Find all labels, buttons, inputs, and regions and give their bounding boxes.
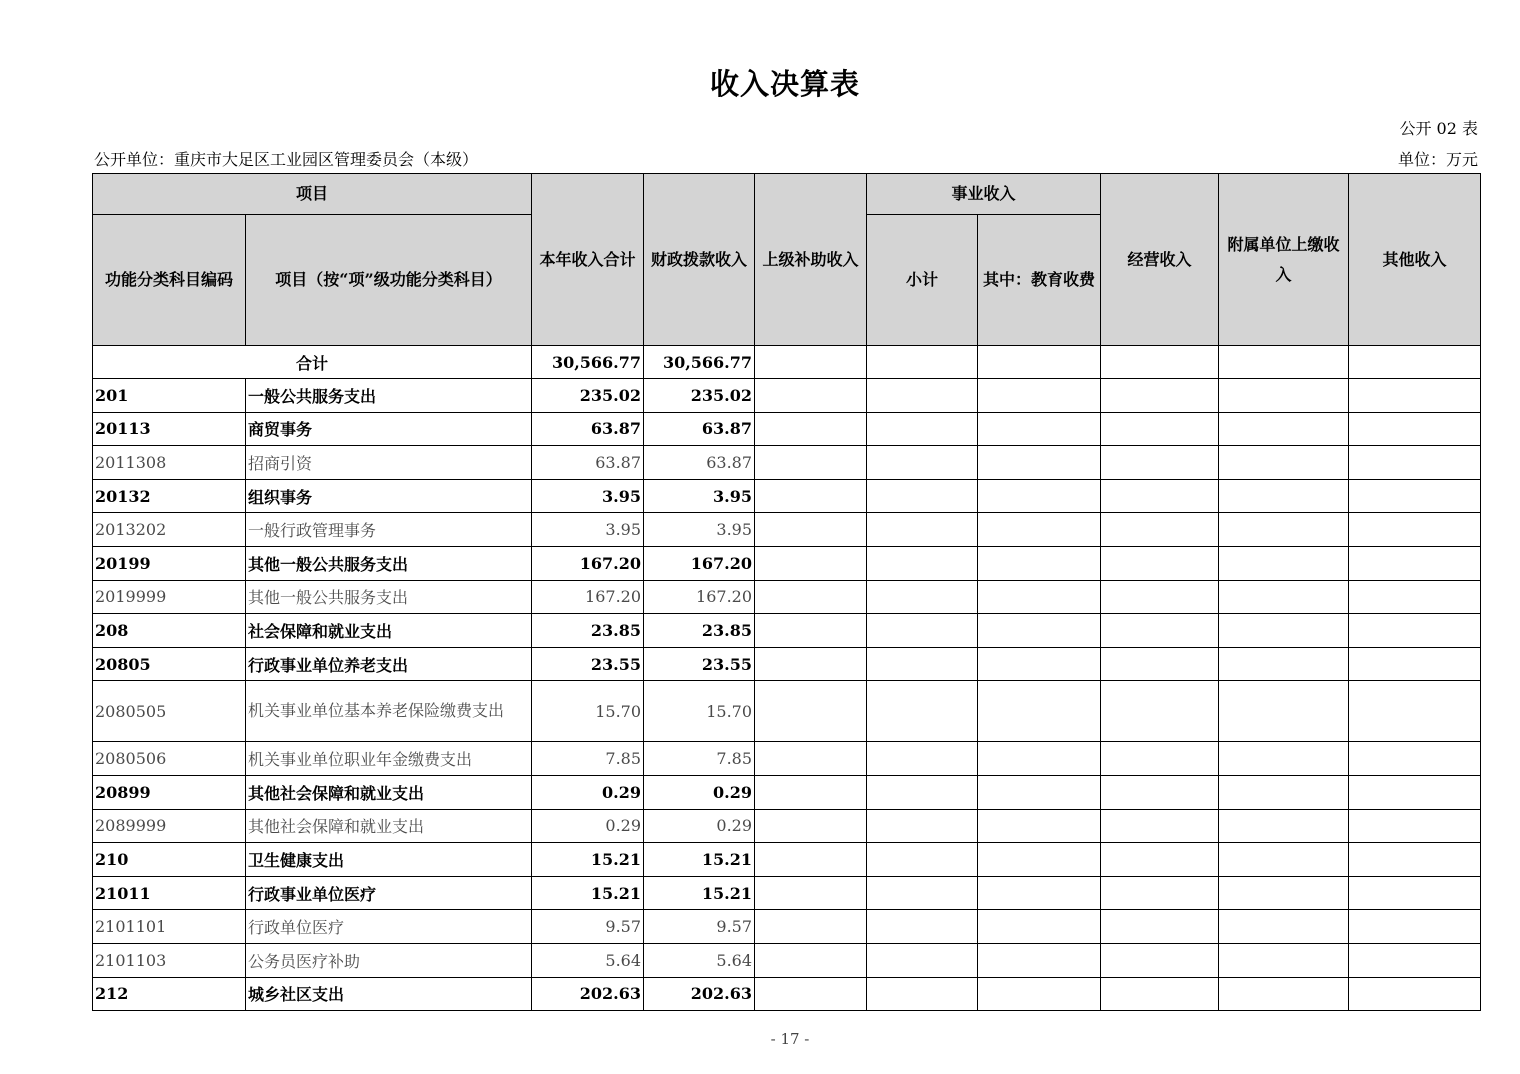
empty-cell: [755, 647, 867, 681]
empty-cell: [1349, 681, 1481, 742]
empty-cell: [755, 876, 867, 910]
empty-cell: [978, 775, 1101, 809]
empty-cell: [1101, 412, 1219, 446]
empty-cell: [867, 412, 978, 446]
empty-cell: [755, 513, 867, 547]
empty-cell: [1219, 379, 1349, 413]
empty-cell: [1101, 513, 1219, 547]
empty-cell: [755, 479, 867, 513]
row-name: 一般公共服务支出: [246, 379, 532, 413]
row-fiscal: 167.20: [644, 580, 755, 614]
empty-cell: [867, 977, 978, 1011]
empty-cell: [1101, 943, 1219, 977]
empty-cell: [755, 943, 867, 977]
empty-cell: [1349, 943, 1481, 977]
empty-cell: [1101, 977, 1219, 1011]
empty-cell: [1219, 977, 1349, 1011]
row-fiscal: 23.55: [644, 647, 755, 681]
empty-cell: [978, 742, 1101, 776]
empty-cell: [867, 379, 978, 413]
table-row: [93, 614, 1481, 648]
row-fiscal: 3.95: [644, 479, 755, 513]
row-name: 行政事业单位医疗: [246, 876, 532, 910]
row-fiscal: 23.85: [644, 614, 755, 648]
header-fiscal: 财政拨款收入: [644, 174, 755, 346]
row-fiscal: 0.29: [644, 775, 755, 809]
empty-cell: [1349, 479, 1481, 513]
row-code: 20113: [93, 412, 246, 446]
row-fiscal: 5.64: [644, 943, 755, 977]
row-code: 2089999: [93, 809, 246, 843]
empty-cell: [1219, 614, 1349, 648]
empty-cell: [1101, 742, 1219, 776]
row-code: 208: [93, 614, 246, 648]
empty-cell: [1219, 843, 1349, 877]
row-total: 3.95: [532, 479, 644, 513]
row-total: 7.85: [532, 742, 644, 776]
empty-cell: [1219, 681, 1349, 742]
empty-cell: [1101, 446, 1219, 480]
header-other: 其他收入: [1349, 174, 1481, 346]
empty-cell: [867, 681, 978, 742]
empty-cell: [1101, 614, 1219, 648]
table-row: [93, 809, 1481, 843]
table-row: [93, 943, 1481, 977]
row-fiscal: 9.57: [644, 910, 755, 944]
row-total: 15.70: [532, 681, 644, 742]
row-fiscal: 63.87: [644, 446, 755, 480]
empty-cell: [1219, 546, 1349, 580]
empty-cell: [1349, 513, 1481, 547]
row-name: 卫生健康支出: [246, 843, 532, 877]
empty-cell: [1349, 647, 1481, 681]
empty-cell: [1349, 742, 1481, 776]
empty-cell: [1219, 910, 1349, 944]
empty-cell: [867, 647, 978, 681]
row-name: 其他社会保障和就业支出: [246, 775, 532, 809]
empty-cell: [1101, 379, 1219, 413]
total-amount: 30,566.77: [532, 346, 644, 379]
empty-cell: [755, 580, 867, 614]
row-name: 招商引资: [246, 446, 532, 480]
row-total: 0.29: [532, 775, 644, 809]
row-total: 23.85: [532, 614, 644, 648]
empty-cell: [755, 614, 867, 648]
row-code: 2080505: [93, 681, 246, 742]
empty-cell: [1219, 647, 1349, 681]
row-code: 210: [93, 843, 246, 877]
row-name: 社会保障和就业支出: [246, 614, 532, 648]
row-name: 公务员医疗补助: [246, 943, 532, 977]
row-total: 23.55: [532, 647, 644, 681]
empty-cell: [1219, 809, 1349, 843]
empty-cell: [1349, 876, 1481, 910]
empty-cell: [1101, 546, 1219, 580]
header-education: 其中：教育收费: [978, 215, 1101, 346]
empty-cell: [978, 379, 1101, 413]
table-row: [93, 843, 1481, 877]
empty-cell: [867, 580, 978, 614]
empty-cell: [1219, 580, 1349, 614]
row-code: 20132: [93, 479, 246, 513]
row-name: 行政单位医疗: [246, 910, 532, 944]
row-name: 一般行政管理事务: [246, 513, 532, 547]
row-total: 9.57: [532, 910, 644, 944]
row-code: 21011: [93, 876, 246, 910]
empty-cell: [978, 546, 1101, 580]
empty-cell: [867, 446, 978, 480]
total-fiscal: 30,566.77: [644, 346, 755, 379]
row-code: 2080506: [93, 742, 246, 776]
empty-cell: [1219, 742, 1349, 776]
empty-cell: [978, 977, 1101, 1011]
empty-cell: [978, 681, 1101, 742]
empty-cell: [1101, 876, 1219, 910]
empty-cell: [1219, 446, 1349, 480]
empty-cell: [867, 742, 978, 776]
row-total: 63.87: [532, 446, 644, 480]
row-total: 235.02: [532, 379, 644, 413]
total-label: 合计: [93, 346, 532, 379]
empty-cell: [1101, 809, 1219, 843]
empty-cell: [978, 614, 1101, 648]
empty-cell: [867, 843, 978, 877]
row-code: 20199: [93, 546, 246, 580]
table-row: [93, 446, 1481, 480]
table-row: [93, 977, 1481, 1011]
row-total: 15.21: [532, 843, 644, 877]
header-superior: 上级补助收入: [755, 174, 867, 346]
empty-cell: [1219, 513, 1349, 547]
empty-cell: [867, 614, 978, 648]
empty-cell: [1349, 843, 1481, 877]
row-fiscal: 15.21: [644, 876, 755, 910]
row-code: 20805: [93, 647, 246, 681]
empty-cell: [1349, 809, 1481, 843]
empty-cell: [978, 843, 1101, 877]
table-row: [93, 681, 1481, 742]
empty-cell: [1219, 775, 1349, 809]
row-name: 其他一般公共服务支出: [246, 546, 532, 580]
empty-cell: [1219, 876, 1349, 910]
page-title: 收入决算表: [709, 67, 860, 101]
empty-cell: [755, 809, 867, 843]
empty-cell: [1219, 943, 1349, 977]
empty-cell: [867, 943, 978, 977]
empty-cell: [867, 876, 978, 910]
empty-cell: [755, 775, 867, 809]
empty-cell: [867, 546, 978, 580]
header-subtotal: 小计: [867, 215, 978, 346]
reporting-unit: 公开单位：重庆市大足区工业园区管理委员会（本级）: [94, 150, 479, 169]
empty-cell: [978, 513, 1101, 547]
empty-cell: [755, 681, 867, 742]
empty-cell: [755, 742, 867, 776]
empty-cell: [867, 775, 978, 809]
header-name: 项目（按“项”级功能分类科目）: [246, 215, 532, 346]
empty-cell: [1349, 614, 1481, 648]
empty-cell: [1101, 647, 1219, 681]
row-name: 组织事务: [246, 479, 532, 513]
empty-cell: [755, 843, 867, 877]
row-code: 2011308: [93, 446, 246, 480]
row-fiscal: 167.20: [644, 546, 755, 580]
header-total: 本年收入合计: [532, 174, 644, 346]
empty-cell: [755, 977, 867, 1011]
row-code: 20899: [93, 775, 246, 809]
row-fiscal: 202.63: [644, 977, 755, 1011]
table-row: [93, 412, 1481, 446]
empty-cell: [1349, 446, 1481, 480]
table-row: [93, 876, 1481, 910]
row-fiscal: 7.85: [644, 742, 755, 776]
empty-cell: [1101, 910, 1219, 944]
empty-cell: [978, 479, 1101, 513]
empty-cell: [755, 910, 867, 944]
row-fiscal: 235.02: [644, 379, 755, 413]
page-number: - 17 -: [770, 1030, 810, 1048]
table-row: [93, 580, 1481, 614]
header-operating: 经营收入: [1101, 174, 1219, 346]
empty-cell: [1219, 412, 1349, 446]
header-business: 事业收入: [867, 174, 1101, 215]
row-code: 2019999: [93, 580, 246, 614]
total-row: [93, 346, 1481, 379]
empty-cell: [1219, 479, 1349, 513]
empty-cell: [1349, 910, 1481, 944]
row-fiscal: 0.29: [644, 809, 755, 843]
empty-cell: [1101, 843, 1219, 877]
empty-cell: [1101, 775, 1219, 809]
form-number: 公开 02 表: [1399, 119, 1478, 138]
empty-cell: [1101, 580, 1219, 614]
row-name: 行政事业单位养老支出: [246, 647, 532, 681]
row-name: 机关事业单位基本养老保险缴费支出: [246, 681, 532, 742]
empty-cell: [1349, 546, 1481, 580]
table-row: [93, 479, 1481, 513]
empty-cell: [867, 910, 978, 944]
empty-cell: [1349, 977, 1481, 1011]
row-name: 其他社会保障和就业支出: [246, 809, 532, 843]
empty-cell: [867, 809, 978, 843]
row-fiscal: 63.87: [644, 412, 755, 446]
row-code: 212: [93, 977, 246, 1011]
row-code: 2013202: [93, 513, 246, 547]
header-project: 项目: [93, 174, 532, 215]
row-total: 5.64: [532, 943, 644, 977]
row-total: 167.20: [532, 580, 644, 614]
empty-cell: [867, 479, 978, 513]
empty-cell: [978, 647, 1101, 681]
row-code: 201: [93, 379, 246, 413]
row-fiscal: 15.70: [644, 681, 755, 742]
empty-cell: [1349, 580, 1481, 614]
empty-cell: [1349, 379, 1481, 413]
row-total: 202.63: [532, 977, 644, 1011]
empty-cell: [1349, 412, 1481, 446]
empty-cell: [755, 412, 867, 446]
header-code: 功能分类科目编码: [93, 215, 246, 346]
row-name: 其他一般公共服务支出: [246, 580, 532, 614]
row-name: 机关事业单位职业年金缴费支出: [246, 742, 532, 776]
row-total: 0.29: [532, 809, 644, 843]
empty-cell: [978, 580, 1101, 614]
empty-cell: [1349, 775, 1481, 809]
row-total: 63.87: [532, 412, 644, 446]
table-row: [93, 546, 1481, 580]
table-row: [93, 910, 1481, 944]
income-table: [92, 173, 1481, 1011]
row-name: 商贸事务: [246, 412, 532, 446]
row-fiscal: 3.95: [644, 513, 755, 547]
empty-cell: [867, 513, 978, 547]
table-row: [93, 647, 1481, 681]
empty-cell: [755, 546, 867, 580]
table-row: [93, 742, 1481, 776]
row-total: 15.21: [532, 876, 644, 910]
empty-cell: [978, 910, 1101, 944]
empty-cell: [978, 943, 1101, 977]
empty-cell: [978, 809, 1101, 843]
empty-cell: [1101, 479, 1219, 513]
currency-unit: 单位：万元: [1397, 150, 1478, 169]
empty-cell: [755, 379, 867, 413]
empty-cell: [978, 446, 1101, 480]
empty-cell: [978, 412, 1101, 446]
row-name: 城乡社区支出: [246, 977, 532, 1011]
table-row: [93, 775, 1481, 809]
table-row: [93, 513, 1481, 547]
row-fiscal: 15.21: [644, 843, 755, 877]
empty-cell: [755, 446, 867, 480]
row-code: 2101101: [93, 910, 246, 944]
empty-cell: [1101, 681, 1219, 742]
row-total: 167.20: [532, 546, 644, 580]
table-row: [93, 379, 1481, 413]
row-code: 2101103: [93, 943, 246, 977]
header-affiliated: 附属单位上缴收入: [1219, 174, 1349, 346]
empty-cell: [978, 876, 1101, 910]
row-total: 3.95: [532, 513, 644, 547]
